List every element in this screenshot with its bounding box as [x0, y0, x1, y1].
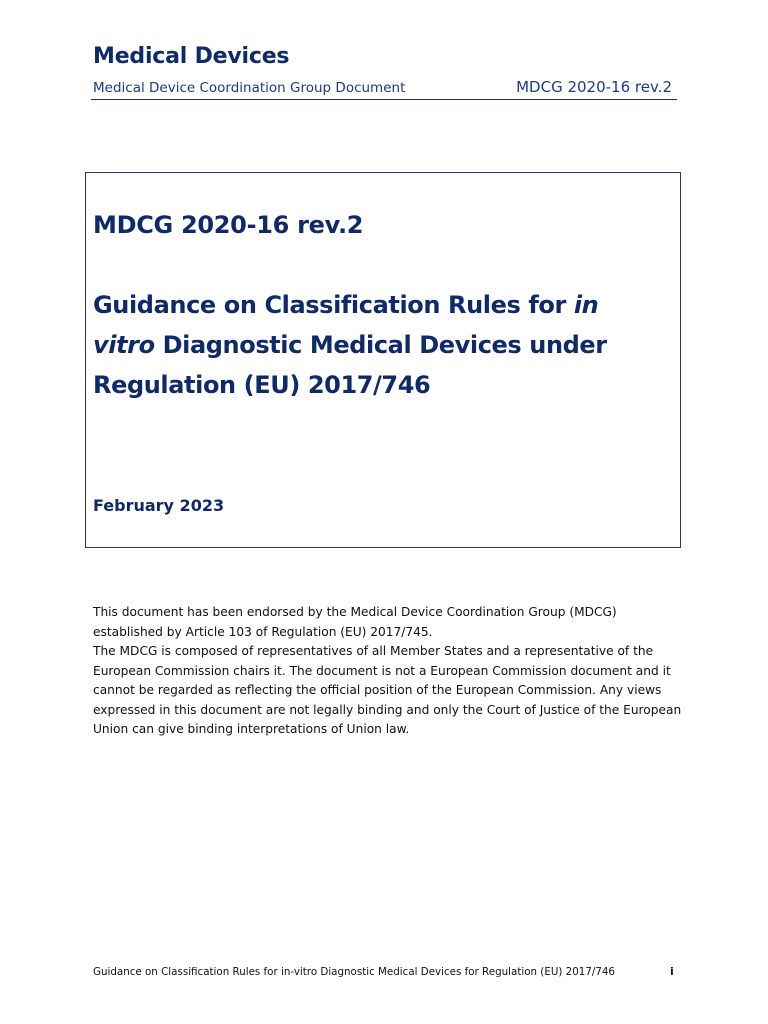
document-title-part1: Guidance on Classification Rules for	[93, 291, 574, 319]
title-box	[85, 172, 681, 548]
header-title: Medical Devices	[93, 44, 290, 69]
document-title	[93, 285, 653, 405]
document-title-part2: Diagnostic Medical Devices under Regulation (EU) 2017/746	[93, 331, 607, 399]
disclaimer-paragraph: The MDCG is composed of representatives of all Member States and a representative of the European Commission chairs it. The document is not a European Commission document and it cannot be regarded as reflecting the official position of the European Commission. Any views expressed in this document are not legally binding and only the Court of Justice of the European Union can give binding interpretations of Union law.	[93, 644, 682, 736]
footer-text: Guidance on Classification Rules for in-vitro Diagnostic Medical Devices for Regulation (EU) 2017/746	[93, 966, 615, 978]
endorsement-paragraph: This document has been endorsed by the Medical Device Coordination Group (MDCG) established by Article 103 of Regulation (EU) 2017/745.	[93, 605, 617, 639]
document-date: February 2023	[93, 496, 225, 515]
page-number: i	[670, 965, 674, 978]
endorsement-statement	[93, 603, 683, 740]
header-subtitle: Medical Device Coordination Group Document	[93, 80, 406, 96]
header-divider	[91, 99, 677, 100]
document-code: MDCG 2020-16 rev.2	[93, 211, 364, 239]
header-document-reference: MDCG 2020-16 rev.2	[516, 78, 672, 96]
document-title-italic: in vitro	[93, 291, 599, 359]
